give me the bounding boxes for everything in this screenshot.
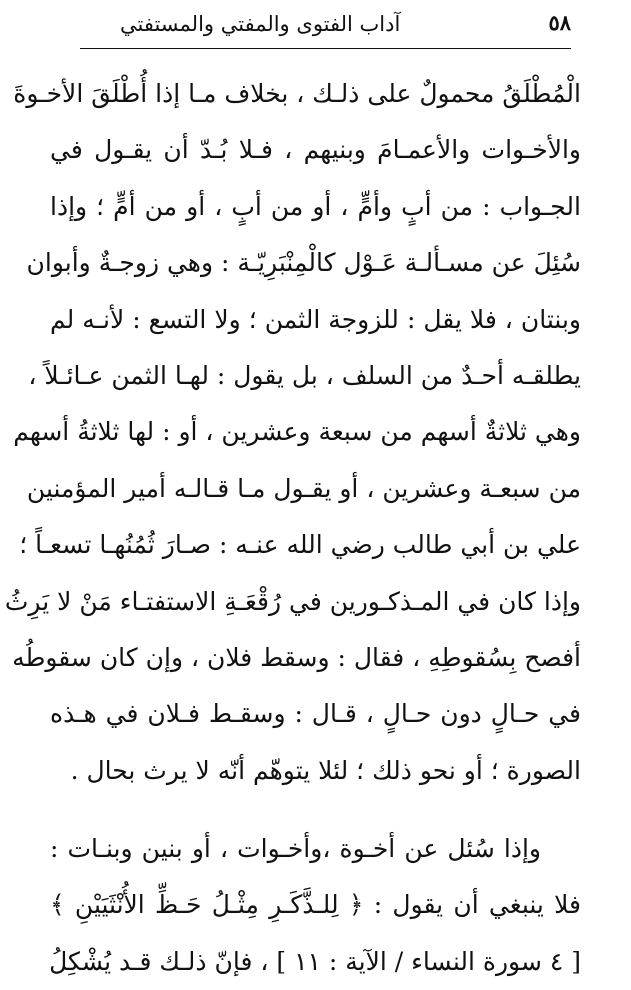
text-line: الجـواب : من أبٍ وأمٍّ ، أو من أبٍ ، أو من أمٍّ ؛ وإذا (50, 191, 581, 221)
text-line: فلا ينبغي أن يقول : ﴿ لِلـذَّكَـرِ مِثْـلُ حَـظِّ الأُنْثَيَيْنِ ﴾ (50, 890, 581, 920)
text-line: وهي ثلاثةٌ أسهم من سبعة وعشرين ، أو : لها ثلاثةُ أسهم (13, 417, 581, 447)
text-line: الصورة ؛ أو نحو ذلك ؛ لئلا يتوهّم أنّه لا يرث بحال . (70, 755, 581, 785)
text-line: [ ٤ سورة النساء / الآية : ١١ ] ، فإنّ ذلـك قـد يُشْكِلُ (49, 946, 581, 976)
paragraph-1 (4, 66, 581, 799)
text-line: علي بن أبي طالب رضي الله عنـه : صـارَ ثُمُنُهـا تسعـاً ؛ (19, 530, 581, 560)
text-line: وبنتان ، فلا يقل : للزوجة الثمن ؛ ولا التسع : لأنـه لم (50, 304, 581, 334)
page-header (80, 8, 571, 49)
text-line: في حـالٍ دون حـالٍ ، قـال : وسقـط فـلان في هـذه (50, 699, 581, 729)
text-line: وإذا سُئل عن أخـوة ،وأخـوات ، أو بنين وبنـات : (50, 834, 541, 864)
text-line: والأخـوات والأعمـامَ وبنيهم ، فـلا بُـدّ أن يقـول في (50, 135, 581, 165)
text-line: سُئِلَ عن مسـألـة عَـوْل كالْمِنْبَرِيّـة : وهي زوجـةٌ وأبوان (26, 248, 581, 278)
paragraph-2 (50, 821, 581, 990)
text-line: من سبعـة وعشرين ، أو يقـول مـا قـالـه أمير المؤمنين (26, 473, 581, 503)
text-line: يطلقـه أحـدٌ من السلف ، بل يقول : لهـا الثمن عـائـلاً ، (28, 360, 581, 390)
text-line: الْمُطْلَقُ محمولٌ على ذلـك ، بخلاف مـا إذا أُطْلَقَ الأخـوةَ (13, 79, 581, 108)
paragraph-gap (50, 799, 581, 821)
text-line: أفصح بِسُقوطِهِ ، فقال : وسقط فلان ، وإن كان سقوطُه (12, 642, 581, 672)
page-number: ٥٨ (548, 10, 571, 35)
text-line: وإذا كان في المـذكـورين في رُقْعَـةِ الاستفتـاء مَنْ لا يَرِثُ (4, 586, 581, 616)
body-text (4, 66, 581, 990)
running-title: آداب الفتوى والمفتي والمستفتي (120, 12, 401, 36)
